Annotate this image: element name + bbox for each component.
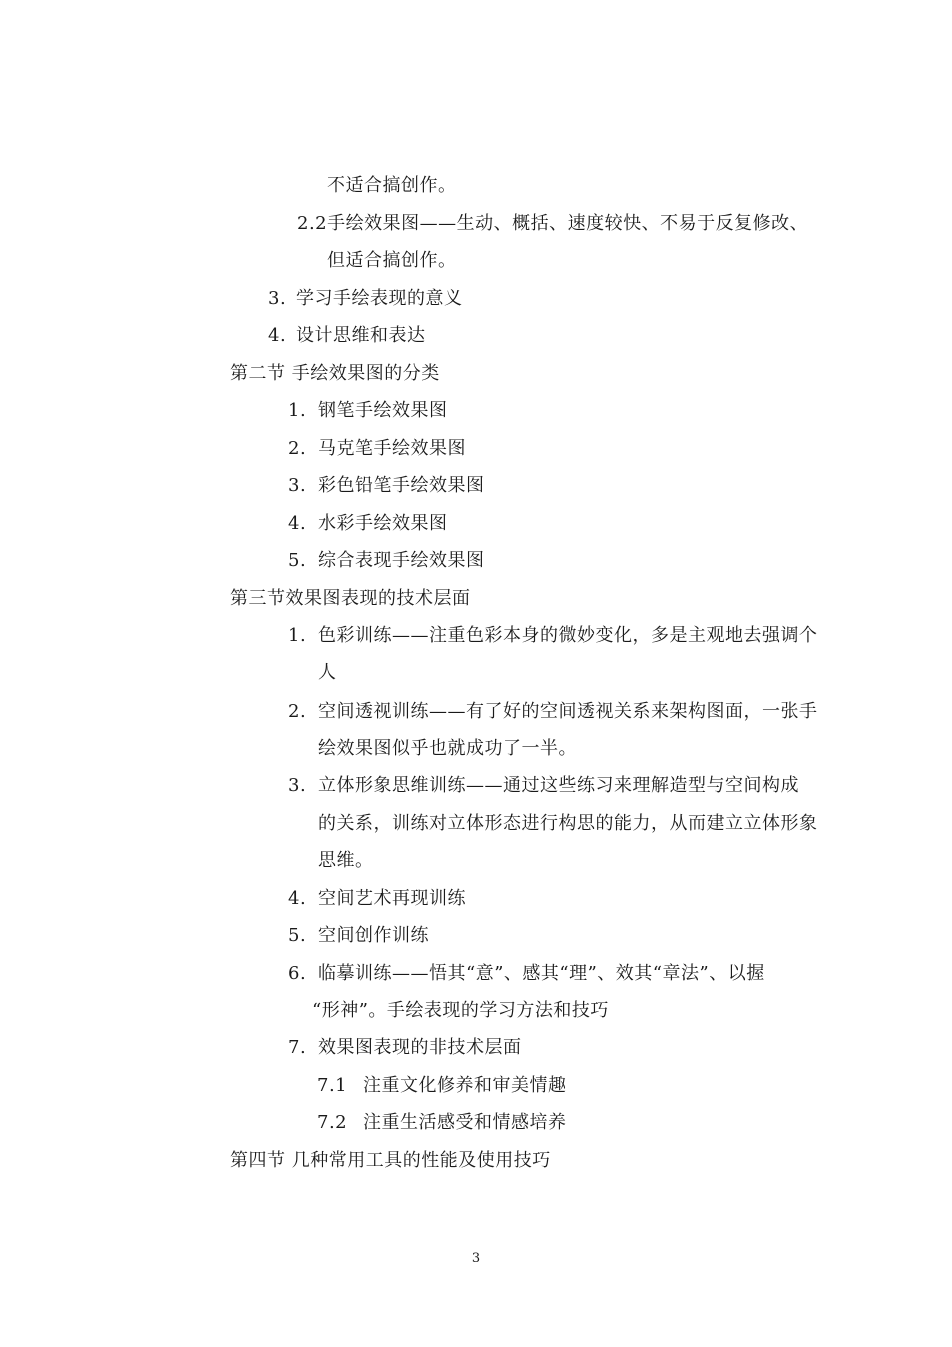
section-heading-2: 第二节 手绘效果图的分类: [230, 363, 440, 384]
sub-list-item: [317, 1111, 567, 1135]
list-item: [288, 700, 818, 724]
list-item: [288, 474, 485, 498]
item-text: 临摹训练——悟其“意”、感其“理”、效其“章法”、以握: [318, 963, 765, 984]
item-text: 手绘效果图——生动、概括、速度较快、不易于反复修改、: [327, 213, 809, 234]
item-number: 3.: [288, 775, 307, 796]
list-item-continuation: 的关系，训练对立体形态进行构思的能力，从而建立立体形象: [318, 813, 818, 834]
item-number: 4.: [288, 513, 307, 534]
list-item: [288, 887, 466, 911]
item-number: 2.: [288, 438, 307, 459]
item-number: 7.2: [317, 1112, 348, 1133]
item-number: 3.: [268, 288, 287, 309]
item-number: 4.: [268, 325, 287, 346]
item-text: 立体形象思维训练——通过这些练习来理解造型与空间构成: [318, 775, 799, 796]
item-number: 5.: [288, 550, 307, 571]
item-number: 7.1: [317, 1075, 348, 1096]
list-item: [288, 399, 448, 423]
list-item: [288, 549, 485, 573]
list-item: [288, 1036, 522, 1060]
item-number: 7.: [288, 1037, 307, 1058]
item-number: 3.: [288, 475, 307, 496]
list-item-continuation: 思维。: [318, 850, 374, 871]
item-text: 彩色铅笔手绘效果图: [318, 475, 485, 496]
item-number: 1.: [288, 625, 307, 646]
item-number: 6.: [288, 963, 307, 984]
item-number: 4.: [288, 888, 307, 909]
item-text: 马克笔手绘效果图: [318, 438, 466, 459]
list-item: [288, 624, 818, 648]
list-item-4: [268, 324, 426, 348]
list-item: [288, 924, 429, 948]
list-item: [288, 774, 799, 798]
list-item: [288, 437, 466, 461]
item-number: 5.: [288, 925, 307, 946]
list-item: [288, 512, 448, 536]
item-text: 注重生活感受和情感培养: [363, 1112, 567, 1133]
item-number: 1.: [288, 400, 307, 421]
item-text: 学习手绘表现的意义: [296, 288, 463, 309]
item-text: 空间创作训练: [318, 925, 429, 946]
list-item-continuation: 绘效果图似乎也就成功了一半。: [318, 738, 577, 759]
item-text: 空间艺术再现训练: [318, 888, 466, 909]
list-item-continuation: “形神”。手绘表现的学习方法和技巧: [312, 1000, 609, 1021]
section-heading-3: 第三节效果图表现的技术层面: [230, 588, 471, 609]
item-text: 钢笔手绘效果图: [318, 400, 448, 421]
list-item-continuation: 但适合搞创作。: [327, 250, 457, 271]
item-text: 注重文化修养和审美情趣: [363, 1075, 567, 1096]
item-text: 空间透视训练——有了好的空间透视关系来架构图面，一张手: [318, 701, 818, 722]
item-text: 色彩训练——注重色彩本身的微妙变化，多是主观地去强调个: [318, 625, 818, 646]
paragraph-continuation: 不适合搞创作。: [327, 175, 457, 196]
list-item-2-2: [297, 212, 808, 236]
item-number: 2.: [288, 701, 307, 722]
list-item-continuation: 人: [318, 662, 337, 683]
item-text: 水彩手绘效果图: [318, 513, 448, 534]
page-number: 3: [471, 1251, 481, 1266]
item-text: 综合表现手绘效果图: [318, 550, 485, 571]
item-number: 2.2: [297, 213, 328, 234]
list-item: [288, 962, 765, 986]
sub-list-item: [317, 1074, 567, 1098]
list-item-3: [268, 287, 463, 311]
item-text: 设计思维和表达: [296, 325, 426, 346]
item-text: 效果图表现的非技术层面: [318, 1037, 522, 1058]
section-heading-4: 第四节 几种常用工具的性能及使用技巧: [230, 1150, 551, 1171]
